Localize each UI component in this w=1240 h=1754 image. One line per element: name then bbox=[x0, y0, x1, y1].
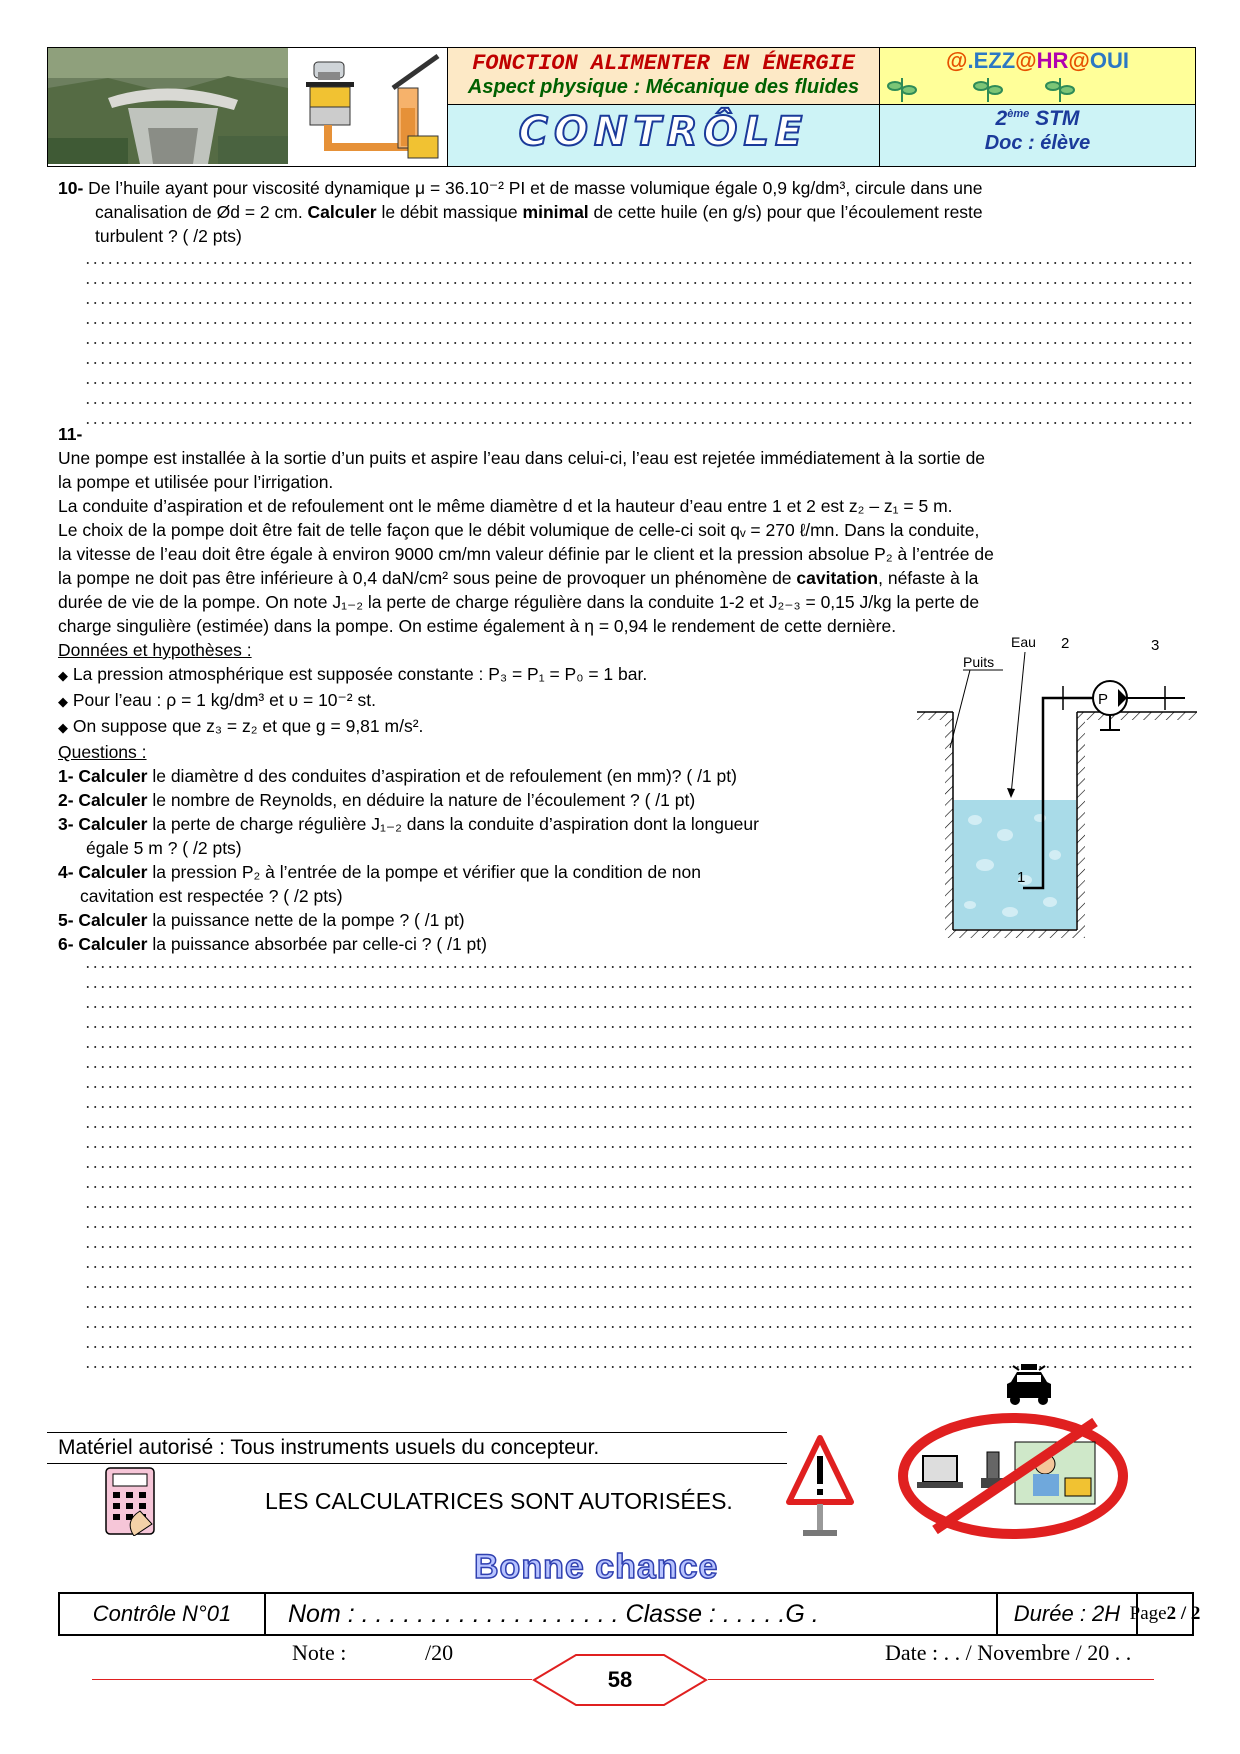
answer-line[interactable] bbox=[84, 1146, 1194, 1148]
note-value: /20 bbox=[425, 1640, 454, 1665]
page-value: 2 / 2 bbox=[1166, 1603, 1201, 1624]
plant-icons bbox=[880, 74, 1195, 104]
data-title: Données et hypothèses : bbox=[58, 640, 252, 660]
bottom-hatch bbox=[945, 930, 1085, 938]
answer-line[interactable] bbox=[84, 262, 1194, 264]
puits-leader bbox=[950, 670, 970, 748]
answer-line[interactable] bbox=[84, 1026, 1194, 1028]
police-car-icon bbox=[1003, 1362, 1055, 1408]
answer-line[interactable] bbox=[84, 1226, 1194, 1228]
answer-line[interactable] bbox=[84, 1206, 1194, 1208]
laptop-icon bbox=[923, 1456, 957, 1482]
level-sup: ème bbox=[1007, 108, 1030, 120]
answer-line[interactable] bbox=[84, 1126, 1194, 1128]
brand-at-1: @ bbox=[946, 48, 968, 73]
q11-p3: Le choix de la pompe doit être fait de telle façon que le débit volumique de celle-ci soit qᵥ = 270 ℓ/mn. Dans la conduite, bbox=[58, 520, 980, 540]
footer-rule-left bbox=[92, 1679, 532, 1680]
data-item-text: La pression atmosphérique est supposée constante : P₃ = P₁ = P₀ = 1 bar. bbox=[72, 664, 648, 684]
answer-line[interactable] bbox=[84, 1066, 1194, 1068]
answer-line[interactable] bbox=[84, 382, 1194, 384]
date-field[interactable]: Date : . . / Novembre / 20 . . bbox=[885, 1640, 1132, 1665]
materiel-line-bottom bbox=[47, 1463, 787, 1464]
brand-hr: HR bbox=[1036, 48, 1069, 73]
answer-line[interactable] bbox=[84, 986, 1194, 988]
question-text: le nombre de Reynolds, en déduire la nature de l’écoulement ? ( /1 pt) bbox=[147, 790, 696, 810]
brand-at-2: @ bbox=[1015, 48, 1037, 73]
diamond-bullet-icon: ◆ bbox=[58, 720, 68, 735]
q10-line1-text: De l’huile ayant pour viscosité dynamique μ = 36.10⁻² PI et de masse volumique égale 0,9 kg/dm³, circule dans une bbox=[88, 178, 983, 198]
q11-p1: la pompe et utilisée pour l’irrigation. bbox=[58, 472, 334, 492]
question-text: la puissance nette de la pompe ? ( /1 pt) bbox=[147, 910, 465, 930]
question-10 bbox=[58, 176, 1198, 248]
well-pump-diagram bbox=[905, 630, 1205, 950]
question-text: la puissance absorbée par celle-ci ? ( /1 pt) bbox=[147, 934, 487, 954]
q11-p5-text: la pompe ne doit pas être inférieure à 0,4 daN/cm² sous peine de provoquer un phénomène de bbox=[58, 568, 797, 588]
answer-line[interactable] bbox=[84, 322, 1194, 324]
q10-l2e: de cette huile (en g/s) pour que l’écoulement reste bbox=[588, 202, 983, 222]
wall-hatch bbox=[1077, 720, 1085, 930]
answer-line[interactable] bbox=[84, 1186, 1194, 1188]
puits-label: Puits bbox=[963, 654, 995, 670]
eau-leader bbox=[1011, 652, 1025, 795]
brand-ezz: .EZZ bbox=[967, 48, 1016, 73]
duree-cell bbox=[998, 1594, 1138, 1634]
q10-line2 bbox=[58, 200, 1198, 224]
point-2-label: 2 bbox=[1061, 635, 1070, 652]
hydraulic-jack-illustration bbox=[288, 48, 448, 164]
footer-table bbox=[58, 1592, 1201, 1636]
wall-hatch bbox=[945, 720, 953, 930]
duree-text: Durée : 2H bbox=[1013, 1601, 1121, 1626]
nom-classe-field[interactable] bbox=[266, 1594, 998, 1634]
header-title-cell bbox=[448, 48, 880, 105]
q10-l2b: Calculer bbox=[307, 202, 377, 222]
footer-rule-right bbox=[708, 1679, 1154, 1680]
q11-p5-tail: , néfaste à la bbox=[878, 568, 979, 588]
materiel-text: Matériel autorisé : Tous instruments usuels du concepteur. bbox=[58, 1436, 600, 1459]
answer-line[interactable] bbox=[84, 1326, 1194, 1328]
answer-line[interactable] bbox=[84, 362, 1194, 364]
q10-line3: turbulent ? ( /2 pts) bbox=[95, 226, 242, 246]
answer-line[interactable] bbox=[84, 966, 1194, 968]
q10-l2d: minimal bbox=[522, 202, 589, 222]
q11-number: 11- bbox=[58, 424, 83, 444]
q11-p4: la vitesse de l’eau doit être égale à environ 9000 cm/mn valeur définie par le client et la pression absolue P₂ à l’entrée de bbox=[58, 544, 994, 564]
header-title: FONCTION ALIMENTER EN ÉNERGIE bbox=[472, 51, 855, 76]
controle-number: Contrôle N°01 bbox=[92, 1601, 232, 1626]
answer-line[interactable] bbox=[84, 1106, 1194, 1108]
header-table bbox=[47, 47, 1196, 167]
answer-line[interactable] bbox=[84, 342, 1194, 344]
question-num: 1- Calculer bbox=[58, 766, 148, 786]
q10-number: 10- bbox=[58, 178, 84, 198]
question-text: la pression P₂ à l’entrée de la pompe et vérifier que la condition de non bbox=[147, 862, 702, 882]
page-number: 58 bbox=[607, 1667, 633, 1692]
q10-l2a: canalisation de Ød = 2 cm. bbox=[95, 202, 308, 222]
eau-label: Eau bbox=[1011, 634, 1036, 650]
brand-at-3: @ bbox=[1068, 48, 1090, 73]
page-cell bbox=[1129, 1594, 1201, 1634]
bonne-chance: Bonne chance bbox=[474, 1548, 719, 1586]
answer-line[interactable] bbox=[84, 302, 1194, 304]
question-num: 2- Calculer bbox=[58, 790, 148, 810]
q11-p6: durée de vie de la pompe. On note J₁₋₂ la perte de charge régulière dans la conduite 1-2 et J₂₋₃ = 0,15 J/kg la perte de bbox=[58, 592, 980, 612]
answer-line[interactable] bbox=[84, 1246, 1194, 1248]
answer-line[interactable] bbox=[84, 1346, 1194, 1348]
question-num: 5- Calculer bbox=[58, 910, 148, 930]
diamond-bullet-icon: ◆ bbox=[58, 668, 68, 683]
q10-l2c: le débit massique bbox=[376, 202, 523, 222]
controle-banner-cell bbox=[448, 105, 880, 166]
point-1-label: 1 bbox=[1017, 869, 1026, 886]
question-num: 4- Calculer bbox=[58, 862, 148, 882]
ground-hatch bbox=[1077, 712, 1197, 720]
page-label: Page bbox=[1129, 1603, 1167, 1624]
calculator-icon bbox=[104, 1466, 156, 1536]
level-label bbox=[880, 107, 1195, 131]
controle-banner: CONTRÔLE bbox=[518, 109, 809, 155]
answer-line[interactable] bbox=[84, 1306, 1194, 1308]
answer-line[interactable] bbox=[84, 1286, 1194, 1288]
q11-p5 bbox=[58, 566, 1203, 590]
question-num: 6- Calculer bbox=[58, 934, 148, 954]
brand-logo bbox=[880, 48, 1195, 74]
diamond-bullet-icon: ◆ bbox=[58, 694, 68, 709]
point-3-label: 3 bbox=[1151, 637, 1160, 654]
page-cell-border bbox=[1076, 1594, 1080, 1634]
materiel-line-top bbox=[47, 1432, 787, 1433]
question-text: égale 5 m ? ( /2 pts) bbox=[86, 838, 242, 858]
answer-line[interactable] bbox=[84, 402, 1194, 404]
phone-icon bbox=[987, 1452, 999, 1480]
level-cell bbox=[880, 105, 1195, 166]
q11-p2: La conduite d’aspiration et de refoulement ont le même diamètre d et la hauteur d’eau entre 1 et 2 est z₂ – z₁ = 5 m. bbox=[58, 496, 953, 516]
brand-oui: OUI bbox=[1089, 48, 1129, 73]
calculatrices-note: LES CALCULATRICES SONT AUTORISÉES. bbox=[265, 1488, 733, 1514]
doc-label: Doc : élève bbox=[984, 132, 1091, 154]
nom-classe-text: Nom : . . . . . . . . . . . . . . . . . . . Classe : . . . . .G . bbox=[288, 1599, 819, 1628]
note-label: Note : bbox=[292, 1640, 347, 1665]
answer-line[interactable] bbox=[84, 1006, 1194, 1008]
level-rest: STM bbox=[1029, 107, 1080, 130]
answer-line[interactable] bbox=[84, 1166, 1194, 1168]
data-item-text: Pour l’eau : ρ = 1 kg/dm³ et υ = 10⁻² st. bbox=[72, 690, 376, 710]
q10-line1 bbox=[58, 176, 1198, 200]
warning-triangle-icon bbox=[785, 1432, 855, 1540]
question-text: cavitation est respectée ? ( /2 pts) bbox=[80, 886, 343, 906]
q11-p7: charge singulière (estimée) dans la pompe. On estime également à η = 0,94 le rendement de cette dernière. bbox=[58, 616, 897, 636]
ground-hatch bbox=[917, 712, 953, 720]
controle-number-cell bbox=[60, 1594, 266, 1634]
question-text: le diamètre d des conduites d’aspiration et de refoulement (en mm)? ( /1 pt) bbox=[147, 766, 737, 786]
header-subtitle: Aspect physique : Mécanique des fluides bbox=[467, 76, 860, 98]
questions-title: Questions : bbox=[58, 742, 147, 762]
header-illustration-cell bbox=[48, 48, 448, 166]
data-item-text: On suppose que z₃ = z₂ et que g = 9,81 m/s². bbox=[72, 716, 424, 736]
question-num: 3- Calculer bbox=[58, 814, 148, 834]
answer-line[interactable] bbox=[84, 1046, 1194, 1048]
q11-p0: Une pompe est installée à la sortie d’un puits et aspire l’eau dans celui-ci, l’eau est rejetée immédiatement à la sortie de bbox=[58, 448, 986, 468]
brand-cell bbox=[880, 48, 1195, 105]
q11-cavitation: cavitation bbox=[796, 568, 879, 588]
no-devices-icon bbox=[895, 1412, 1135, 1542]
question-text: la perte de charge régulière J₁₋₂ dans la conduite d’aspiration dont la longueur bbox=[147, 814, 759, 834]
level-number: 2 bbox=[995, 107, 1008, 130]
pump-label: P bbox=[1098, 691, 1109, 708]
answer-line[interactable] bbox=[84, 282, 1194, 284]
answer-line[interactable] bbox=[84, 1266, 1194, 1268]
answer-line[interactable] bbox=[84, 1086, 1194, 1088]
